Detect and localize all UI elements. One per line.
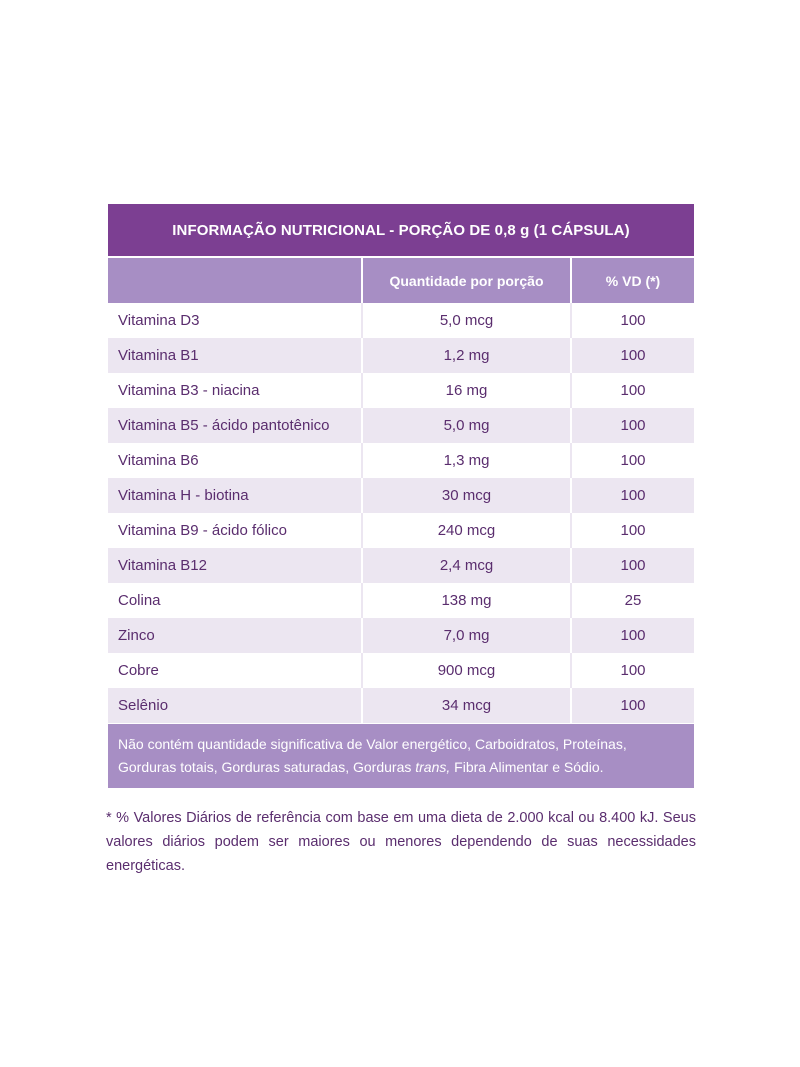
nutrient-name: Selênio bbox=[118, 697, 169, 714]
nutrient-name: Vitamina B3 - niacina bbox=[118, 382, 260, 399]
nutrient-quantity: 138 mg bbox=[361, 583, 570, 618]
nutrient-name: Zinco bbox=[118, 627, 155, 644]
nutrient-vd: 100 bbox=[570, 303, 694, 338]
nutrient-quantity: 5,0 mg bbox=[361, 408, 570, 443]
nutrient-name: Vitamina B5 - ácido pantotênico bbox=[118, 417, 330, 434]
nutrient-vd: 100 bbox=[570, 338, 694, 373]
nutrient-quantity: 1,3 mg bbox=[361, 443, 570, 478]
nutrient-name: Vitamina B6 bbox=[118, 452, 199, 469]
nutrient-name: Cobre bbox=[118, 662, 159, 679]
nutrient-vd: 100 bbox=[570, 478, 694, 513]
nutrient-vd: 100 bbox=[570, 548, 694, 583]
note-text: Não contém quantidade significativa de Valor energético, Carboidratos, Proteínas, Gorduras totais, Gorduras saturadas, Gorduras bbox=[118, 736, 627, 775]
table-note bbox=[108, 724, 694, 788]
table-title: INFORMAÇÃO NUTRICIONAL - PORÇÃO DE 0,8 g (1 CÁPSULA) bbox=[108, 204, 694, 256]
nutrient-quantity: 30 mcg bbox=[361, 478, 570, 513]
header-vd: % VD (*) bbox=[570, 258, 694, 303]
nutrient-vd: 100 bbox=[570, 408, 694, 443]
nutrient-vd: 100 bbox=[570, 443, 694, 478]
nutrient-name: Vitamina D3 bbox=[118, 312, 200, 329]
table-row bbox=[108, 548, 694, 583]
nutrition-table bbox=[108, 204, 694, 788]
table-row bbox=[108, 513, 694, 548]
table-row bbox=[108, 653, 694, 688]
nutrient-name: Vitamina B12 bbox=[118, 557, 207, 574]
table-row bbox=[108, 478, 694, 513]
nutrient-name: Colina bbox=[118, 592, 161, 609]
table-row bbox=[108, 408, 694, 443]
table-row bbox=[108, 303, 694, 338]
nutrient-vd: 100 bbox=[570, 653, 694, 688]
nutrient-name: Vitamina B9 - ácido fólico bbox=[118, 522, 287, 539]
table-row bbox=[108, 373, 694, 408]
nutrient-name: Vitamina H - biotina bbox=[118, 487, 249, 504]
note-text-end: Fibra Alimentar e Sódio. bbox=[450, 759, 604, 775]
table-header-row bbox=[108, 256, 694, 303]
header-nutrient-cell bbox=[108, 258, 361, 303]
note-italic: trans, bbox=[415, 759, 451, 775]
nutrient-quantity: 2,4 mcg bbox=[361, 548, 570, 583]
nutrient-vd: 100 bbox=[570, 513, 694, 548]
table-row bbox=[108, 688, 694, 723]
nutrient-quantity: 34 mcg bbox=[361, 688, 570, 723]
nutrient-vd: 100 bbox=[570, 373, 694, 408]
nutrient-quantity: 240 mcg bbox=[361, 513, 570, 548]
table-row bbox=[108, 618, 694, 653]
nutrient-vd: 100 bbox=[570, 688, 694, 723]
nutrient-quantity: 1,2 mg bbox=[361, 338, 570, 373]
footnote: * % Valores Diários de referência com base em uma dieta de 2.000 kcal ou 8.400 kJ. Seus valores diários podem ser maiores ou menores dependendo de suas necessidades energéticas. bbox=[106, 810, 696, 874]
nutrient-vd: 100 bbox=[570, 618, 694, 653]
nutrient-quantity: 900 mcg bbox=[361, 653, 570, 688]
table-row bbox=[108, 583, 694, 618]
nutrient-name: Vitamina B1 bbox=[118, 347, 199, 364]
nutrient-quantity: 7,0 mg bbox=[361, 618, 570, 653]
header-quantity: Quantidade por porção bbox=[361, 258, 570, 303]
table-row bbox=[108, 338, 694, 373]
nutrient-quantity: 16 mg bbox=[361, 373, 570, 408]
nutrient-quantity: 5,0 mcg bbox=[361, 303, 570, 338]
table-row bbox=[108, 443, 694, 478]
nutrient-vd: 25 bbox=[570, 583, 694, 618]
